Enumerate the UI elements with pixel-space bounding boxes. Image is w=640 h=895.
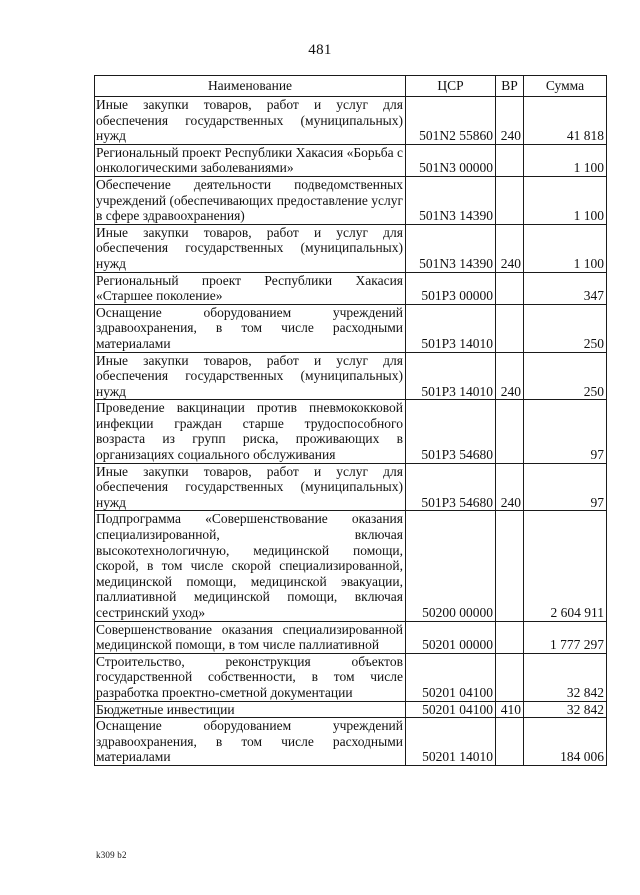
row-name: Бюджетные инвестиции [95,701,406,718]
footer-code: k309 b2 [96,850,127,860]
row-csr: 501P3 54680 [406,400,496,463]
row-sum: 32 842 [524,701,607,718]
row-sum: 1 100 [524,224,607,272]
table-row [95,97,607,145]
table-row [95,176,607,224]
budget-table [94,75,607,766]
row-sum: 250 [524,304,607,352]
row-vr [496,272,524,304]
row-sum: 41 818 [524,97,607,145]
row-csr: 501P3 54680 [406,463,496,511]
row-csr: 501N3 00000 [406,144,496,176]
row-name: Совершенствование оказания специализированной медицинской помощи, в том числе паллиативной [95,621,406,653]
row-vr [496,511,524,621]
row-vr [496,176,524,224]
row-sum: 32 842 [524,653,607,701]
row-csr: 501N2 55860 [406,97,496,145]
row-csr: 50201 00000 [406,621,496,653]
row-name: Обеспечение деятельности подведомственных учреждений (обеспечивающих предоставление услуг в сфере здравоохранения) [95,176,406,224]
header-vr: ВР [496,76,524,97]
table-row [95,701,607,718]
row-sum: 184 006 [524,718,607,766]
row-name: Региональный проект Республики Хакасия «Борьба с онкологическими заболеваниями» [95,144,406,176]
table-row [95,653,607,701]
table-row [95,352,607,400]
table-row [95,511,607,621]
row-name: Проведение вакцинации против пневмококковой инфекции граждан старше трудоспособного возраста из групп риска, проживающих в организациях социального обслуживания [95,400,406,463]
row-csr: 501N3 14390 [406,176,496,224]
row-vr: 240 [496,352,524,400]
row-csr: 50200 00000 [406,511,496,621]
row-vr [496,653,524,701]
table-row [95,304,607,352]
row-name: Оснащение оборудованием учреждений здравоохранения, в том числе расходными материалами [95,304,406,352]
row-vr: 240 [496,463,524,511]
row-csr: 501N3 14390 [406,224,496,272]
row-name: Иные закупки товаров, работ и услуг для обеспечения государственных (муниципальных) нужд [95,97,406,145]
row-vr: 240 [496,97,524,145]
table-header-row [95,76,607,97]
header-name: Наименование [95,76,406,97]
row-vr: 410 [496,701,524,718]
table-row [95,144,607,176]
table-row [95,463,607,511]
row-name: Оснащение оборудованием учреждений здравоохранения, в том числе расходными материалами [95,718,406,766]
table-row [95,224,607,272]
table-row [95,400,607,463]
row-sum: 250 [524,352,607,400]
row-name: Строительство, реконструкция объектов государственной собственности, в том числе разработка проектно-сметной документации [95,653,406,701]
row-sum: 1 777 297 [524,621,607,653]
row-sum: 2 604 911 [524,511,607,621]
row-csr: 50201 14010 [406,718,496,766]
row-vr [496,304,524,352]
row-name: Иные закупки товаров, работ и услуг для обеспечения государственных (муниципальных) нужд [95,224,406,272]
row-vr [496,718,524,766]
row-csr: 50201 04100 [406,701,496,718]
row-sum: 97 [524,463,607,511]
row-vr [496,144,524,176]
row-sum: 347 [524,272,607,304]
table-row [95,718,607,766]
row-vr [496,621,524,653]
row-sum: 1 100 [524,144,607,176]
row-name: Иные закупки товаров, работ и услуг для обеспечения государственных (муниципальных) нужд [95,352,406,400]
row-name: Иные закупки товаров, работ и услуг для обеспечения государственных (муниципальных) нужд [95,463,406,511]
row-csr: 501P3 00000 [406,272,496,304]
row-vr: 240 [496,224,524,272]
row-csr: 50201 04100 [406,653,496,701]
header-sum: Сумма [524,76,607,97]
table-row [95,621,607,653]
row-name: Подпрограмма «Совершенствование оказания специализированной, включая высокотехнологичную, медицинской помощи, скорой, в том числе скорой специализированной, медицинской помощи, медицинской эвакуации, паллиативной медицинской помощи, включая сестринский уход» [95,511,406,621]
table-row [95,272,607,304]
row-sum: 1 100 [524,176,607,224]
row-vr [496,400,524,463]
header-csr: ЦСР [406,76,496,97]
row-csr: 501P3 14010 [406,304,496,352]
row-name: Региональный проект Республики Хакасия «Старшее поколение» [95,272,406,304]
row-csr: 501P3 14010 [406,352,496,400]
page-number: 481 [308,42,332,58]
row-sum: 97 [524,400,607,463]
